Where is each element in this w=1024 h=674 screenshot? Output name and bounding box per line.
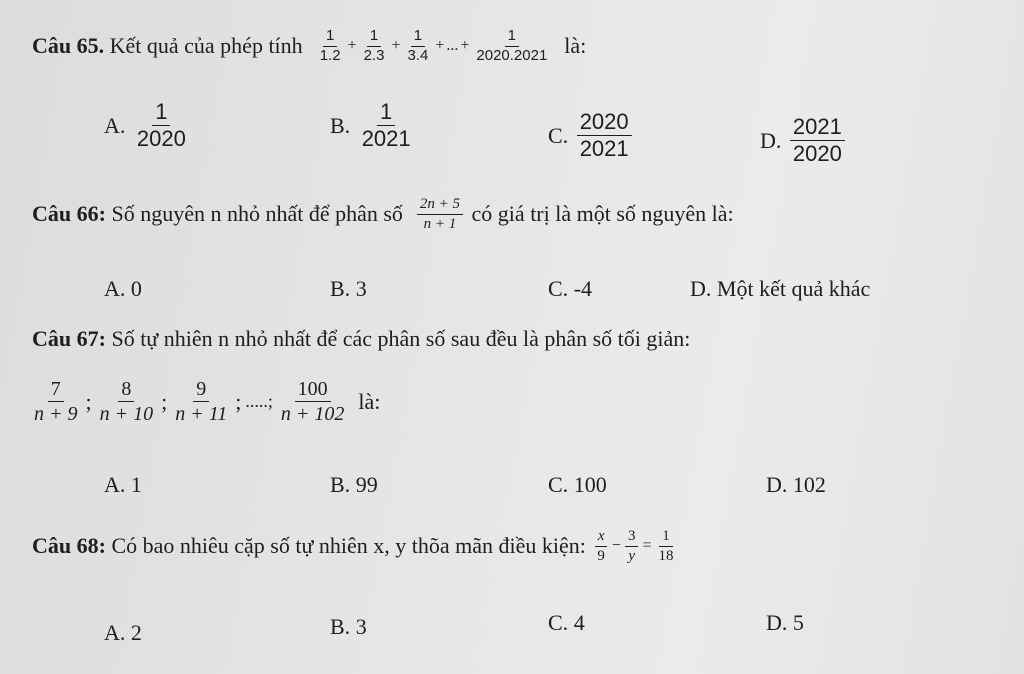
q65-term-3: $\frac{1}{3.4}$: [407, 27, 429, 64]
q65-option-b[interactable]: B. $\frac{1}{2021}$: [330, 99, 411, 152]
option-letter: C.: [548, 122, 569, 148]
q67-option-d[interactable]: D. 102: [766, 472, 826, 497]
q68-option-b[interactable]: B. 3: [330, 614, 367, 639]
q67-fraction-1: $\frac{7}{n + 9}$: [34, 378, 78, 425]
option-letter: D.: [760, 127, 782, 153]
plus-sign: +: [391, 37, 401, 54]
option-letter: B.: [330, 112, 351, 138]
q65-option-d[interactable]: D. $\frac{2021}{2020}$: [760, 115, 848, 166]
plus-sign: +: [347, 37, 357, 54]
q66-option-a[interactable]: A. 0: [104, 276, 142, 301]
q66-option-b[interactable]: B. 3: [330, 276, 367, 301]
q66-option-c[interactable]: C. -4: [548, 276, 593, 301]
q67-fraction-3: $\frac{9}{n + 11}$: [175, 378, 228, 425]
q67-fraction-2: $\frac{8}{n + 10}$: [99, 378, 154, 425]
q68-fraction-x: $\frac{x}{9}$: [594, 528, 608, 564]
q67-option-b[interactable]: B. 99: [330, 472, 378, 497]
question-68-label: Câu 68:: [32, 533, 106, 558]
question-67-label: Câu 67:: [32, 326, 106, 351]
q65-term-1: $\frac{1}{1.2}$: [319, 27, 341, 64]
option-letter: A.: [104, 112, 126, 138]
question-68-text: Có bao nhiêu cặp số tự nhiên x, y thõa mãn điều kiện:: [111, 533, 586, 558]
question-66-suffix: có giá trị là một số nguyên là:: [471, 201, 734, 226]
q68-fraction-result: $\frac{1}{18}$: [658, 528, 674, 564]
question-67-text: Số tự nhiên n nhỏ nhất để các phân số sau đều là phân số tối giản:: [111, 326, 691, 351]
question-65-label: Câu 65.: [32, 33, 105, 58]
question-65-suffix: là:: [564, 33, 587, 58]
question-68: Câu 68: Có bao nhiêu cặp số tự nhiên x, y thõa mãn điều kiện: $\frac{x}{9}$ − $\frac{3}{y}$ = $\frac{1}{18}$: [32, 528, 679, 564]
q67-option-c[interactable]: C. 100: [548, 472, 607, 497]
q67-fraction-list: $\frac{7}{n + 9}$ ; $\frac{8}{n + 10}$ ; $\frac{9}{n + 11}$ ; .....; $\frac{100}{n + 102}$ là:: [28, 378, 380, 425]
q68-option-a[interactable]: A. 2: [104, 620, 142, 645]
q65-term-2: $\frac{1}{2.3}$: [363, 27, 385, 64]
q65-term-4: $\frac{1}{2020.2021}$: [476, 27, 548, 64]
ellipsis: ...: [446, 37, 459, 54]
plus-sign: +: [435, 37, 445, 54]
question-66-text: Số nguyên n nhỏ nhất để phân số: [111, 201, 403, 226]
q65-option-a[interactable]: A. $\frac{1}{2020}$: [104, 99, 186, 152]
q68-fraction-y: $\frac{3}{y}$: [625, 528, 639, 564]
question-67: [32, 326, 690, 352]
q66-option-d[interactable]: D. Một kết quả khác: [690, 276, 871, 301]
q68-option-d[interactable]: D. 5: [766, 610, 804, 635]
q65-option-c[interactable]: C. $\frac{2020}{2021}$: [548, 110, 635, 161]
question-66: [32, 196, 734, 232]
plus-sign: +: [460, 37, 470, 54]
question-65: [32, 28, 586, 64]
question-66-label: Câu 66:: [32, 201, 106, 226]
question-65-text: Kết quả của phép tính: [109, 33, 303, 58]
q66-fraction: $\frac{2n + 5}{n + 1}$: [417, 196, 463, 232]
q67-option-a[interactable]: A. 1: [104, 472, 142, 497]
question-67-suffix: là:: [358, 388, 381, 414]
q68-option-c[interactable]: C. 4: [548, 610, 585, 635]
q67-fraction-4: $\frac{100}{n + 102}$: [280, 378, 345, 425]
